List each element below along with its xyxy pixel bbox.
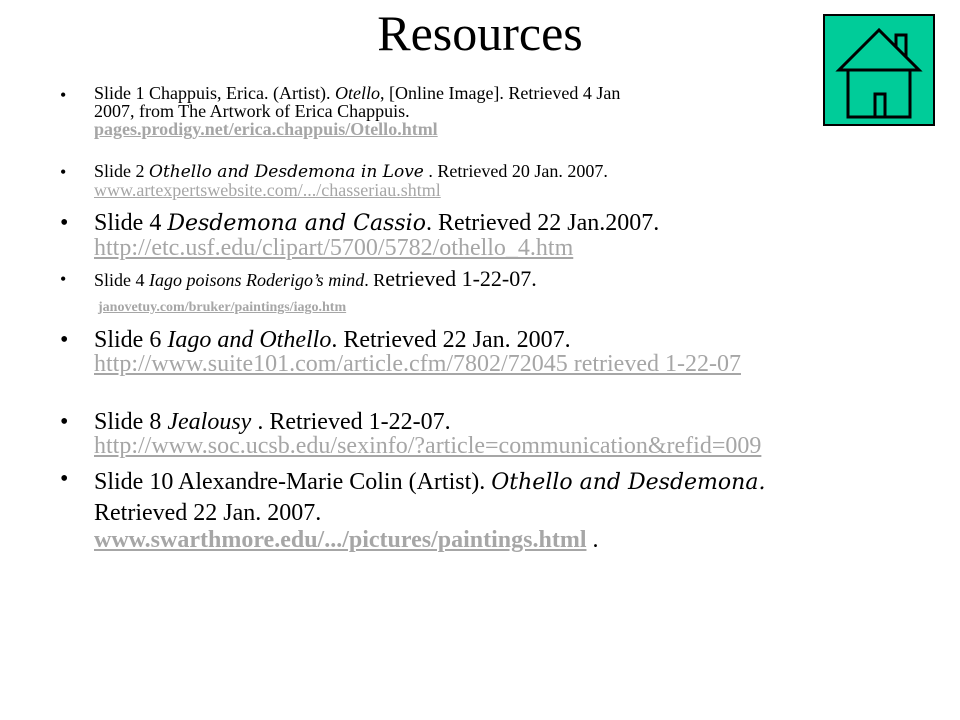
entry-text: . bbox=[586, 527, 599, 553]
slide-title: Resources bbox=[377, 5, 583, 61]
bullet-marker: • bbox=[60, 409, 69, 435]
entry-text: Slide 4 bbox=[94, 210, 168, 236]
bullet-marker: • bbox=[60, 269, 67, 289]
resource-entry bbox=[94, 211, 659, 260]
entry-title: Iago poisons Roderigo’s mind bbox=[149, 270, 365, 290]
entry-text: . R bbox=[364, 270, 386, 290]
entry-text: Slide 6 bbox=[94, 327, 168, 353]
resource-link[interactable]: pages.prodigy.net/erica.chappuis/Otello.html bbox=[94, 119, 438, 139]
bullet-marker: • bbox=[60, 162, 67, 182]
entry-text: , [Online Image]. Retrieved 4 Jan bbox=[379, 83, 621, 103]
resource-entry bbox=[94, 162, 608, 199]
entry-title: Othello and Desdemona. bbox=[491, 470, 766, 495]
entry-text: Slide 4 bbox=[94, 270, 150, 290]
entry-text: Slide 10 Alexandre-Marie Colin (Artist). bbox=[94, 469, 492, 495]
entry-text: . Retrieved 20 Jan. 2007. bbox=[423, 161, 608, 181]
entry-text: . Retrieved 22 Jan. 2007. bbox=[331, 327, 571, 353]
resource-entry bbox=[94, 84, 620, 138]
resource-link[interactable]: http://etc.usf.edu/clipart/5700/5782/othello_4.htm bbox=[94, 235, 574, 261]
entry-text: 2007, from The Artwork of Erica Chappuis. bbox=[94, 101, 410, 121]
resource-link[interactable]: www.swarthmore.edu/.../pictures/paintings.html bbox=[94, 527, 587, 553]
entry-title: Iago and Othello bbox=[167, 327, 332, 353]
entry-title: Othello and Desdemona in Love bbox=[149, 162, 424, 182]
entry-title: Jealousy bbox=[167, 409, 252, 435]
entry-text: . Retrieved 1-22-07. bbox=[251, 409, 451, 435]
bullet-marker: • bbox=[60, 210, 69, 236]
entry-text: Retrieved 22 Jan. 2007. bbox=[94, 500, 322, 526]
entry-text: etrieved 1-22-07. bbox=[385, 266, 537, 291]
entry-text: Slide 2 bbox=[94, 161, 150, 181]
resource-link[interactable]: www.artexpertswebsite.com/.../chasseriau.shtml bbox=[94, 180, 441, 200]
bullet-marker: • bbox=[60, 85, 67, 105]
resource-link[interactable]: janovetuy.com/bruker/paintings/iago.htm bbox=[98, 300, 347, 315]
entry-text: Slide 8 bbox=[94, 409, 168, 435]
resource-entry bbox=[94, 467, 765, 551]
resource-entry bbox=[94, 410, 761, 458]
entry-text: . Retrieved 22 Jan.2007. bbox=[425, 210, 660, 236]
resource-link[interactable]: http://www.soc.ucsb.edu/sexinfo/?article=communication&refid=009 bbox=[94, 433, 762, 459]
entry-title: Otello bbox=[334, 83, 380, 103]
bullet-marker: • bbox=[60, 466, 69, 492]
resource-link[interactable]: http://www.suite101.com/article.cfm/7802/72045 retrieved 1-22-07 bbox=[94, 351, 741, 377]
resource-entry bbox=[94, 268, 537, 291]
resource-entry bbox=[94, 328, 741, 376]
entry-text: Slide 1 Chappuis, Erica. (Artist). bbox=[94, 83, 335, 103]
bullet-marker: • bbox=[60, 327, 69, 353]
entry-title: Desdemona and Cassio bbox=[167, 211, 426, 236]
